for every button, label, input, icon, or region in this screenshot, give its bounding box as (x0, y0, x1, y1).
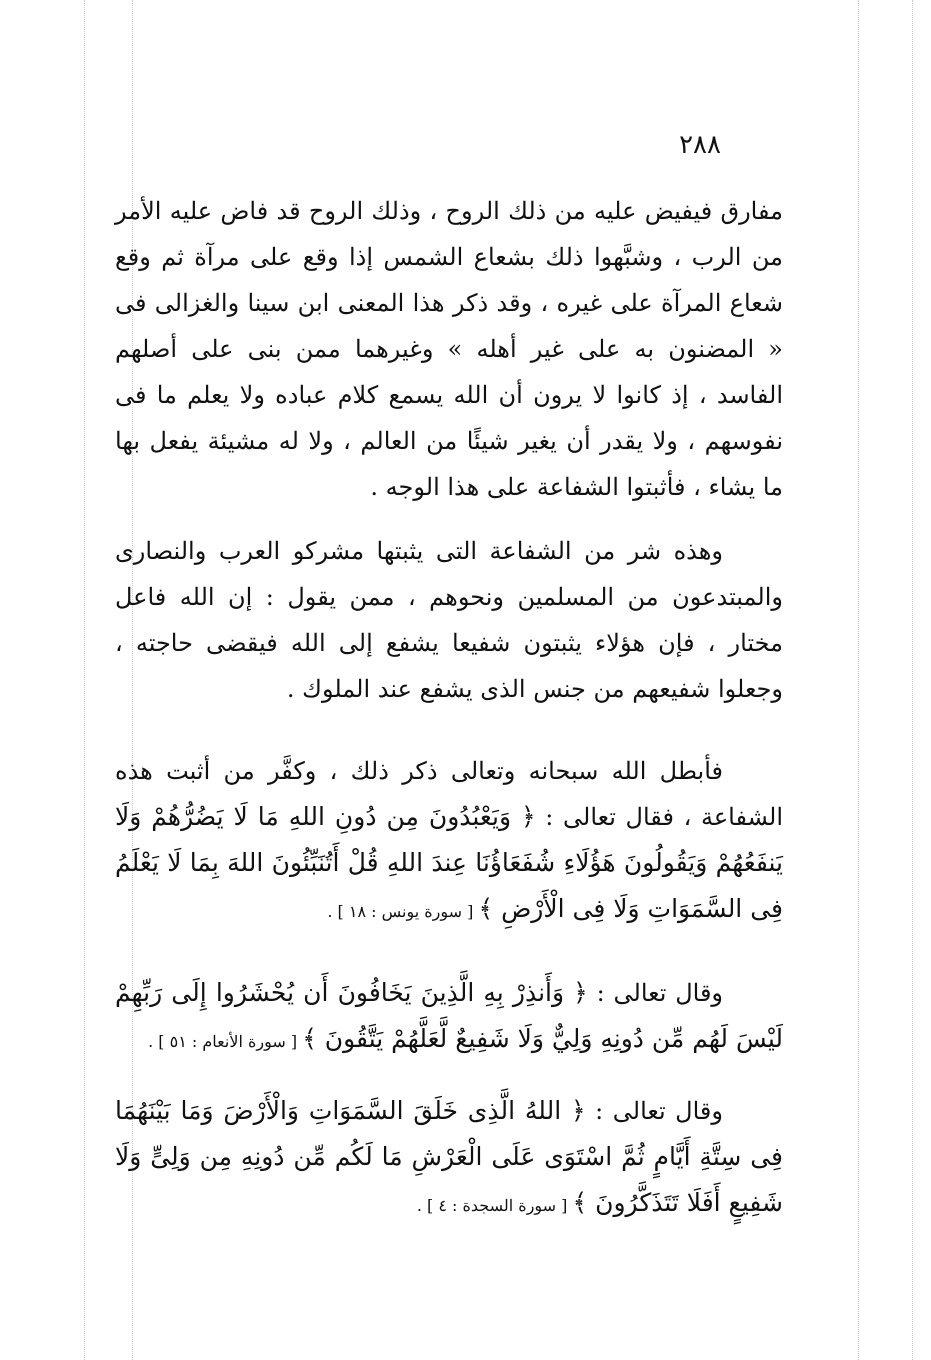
paragraph-4-intro: وقال تعالى : (587, 979, 724, 1007)
text-block-3 (115, 748, 783, 935)
surah-reference-sajdah: [ سورة السجدة : ٤ ] . (416, 1196, 573, 1216)
paragraph-3 (115, 748, 783, 935)
paragraph-5 (115, 1088, 783, 1229)
paragraph-4 (115, 970, 783, 1065)
paragraph-1: مفارق فيفيض عليه من ذلك الروح ، وذلك الروح قد فاض عليه الأمر من الرب ، وشبَّهوا ذلك بشعاع الشمس إذا وقع على مرآة ثم وقع شعاع المرآة على غيره ، وقد ذكر هذا المعنى ابن سينا والغزالى فى « المضنون به على غير أهله » وغيرهما ممن بنى على أصلهم الفاسد ، إذ كانوا لا يرون أن الله يسمع كلام عباده ولا يعلم ما فى نفوسهم ، ولا يقدر أن يغير شيئًا من العالم ، ولا له مشيئة يفعل بها ما يشاء ، فأثبتوا الشفاعة على هذا الوجه . (115, 197, 783, 502)
text-block-5 (115, 1088, 783, 1229)
scan-guide-line (84, 0, 85, 1360)
quran-verse-sajdah: ﴿ اللهُ الَّذِى خَلَقَ السَّمَوَاتِ وَالْأَرْضَ وَمَا بَيْنَهُمَا فِى سِتَّةِ أَيَّامٍ ثُمَّ اسْتَوَى عَلَى الْعَرْشِ مَا لَكُم مِّن دُونِهِ مِن وَلِىٍّ وَلَا شَفِيعٍ أَفَلَا تَتَذَكَّرُونَ ﴾ (115, 1096, 783, 1218)
text-block-4 (115, 970, 783, 1065)
surah-reference-anam: [ سورة الأنعام : ٥١ ] . (148, 1032, 303, 1052)
page-number: ٢٨٨ (679, 130, 721, 160)
paragraph-3-intro: فأبطل الله سبحانه وتعالى ذكر ذلك ، وكفَّر من أثبت هذه الشفاعة ، فقال تعالى : (115, 757, 783, 832)
paragraph-5-intro: وقال تعالى : (585, 1097, 723, 1125)
scan-guide-line (858, 0, 859, 1360)
scan-guide-line (912, 0, 913, 1360)
paragraph-2: وهذه شر من الشفاعة التى يثبتها مشركو العرب والنصارى والمبتدعون من المسلمين ونحوهم ، ممن يقول : إن الله فاعل مختار ، فإن هؤلاء يثبتون شفيعا يشفع إلى الله فيقضى حاجته ، وجعلوا شفيعهم من جنس الذى يشفع عند الملوك . (115, 537, 783, 704)
quran-verse-yunus: ﴿ وَيَعْبُدُونَ مِن دُونِ اللهِ مَا لَا يَضُرُّهُمْ وَلَا يَنفَعُهُمْ وَيَقُولُونَ هَؤُلَاءِ شُفَعَاؤُنَا عِندَ اللهِ قُلْ أَتُنَبِّئُونَ اللهَ بِمَا لَا يَعْلَمُ فِى السَّمَوَاتِ وَلَا فِى الْأَرْضِ ﴾ (115, 802, 783, 924)
text-block-1 (115, 188, 783, 511)
surah-reference-yunus: [ سورة يونس : ١٨ ] . (327, 902, 479, 922)
text-block-2 (115, 528, 783, 712)
quran-verse-anam: ﴿ وَأَنذِرْ بِهِ الَّذِينَ يَخَافُونَ أَن يُحْشَرُوا إِلَى رَبِّهِمْ لَيْسَ لَهُم مِّن دُونِهِ وَلِيٌّ وَلَا شَفِيعٌ لَّعَلَّهُمْ يَتَّقُونَ ﴾ (115, 978, 783, 1054)
